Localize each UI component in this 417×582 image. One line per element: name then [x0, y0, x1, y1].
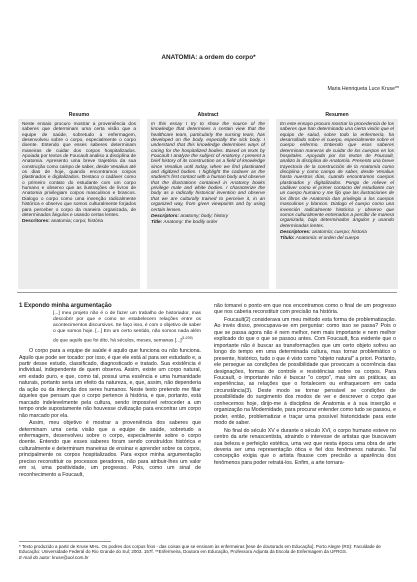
abstract-title: Anatomy: the bodily order	[163, 220, 218, 226]
abstract-keywords-line	[151, 214, 265, 219]
abstract-keywords: anatomy; body; history	[180, 213, 229, 219]
footnote-email: E-mail do autor: kruse@uol.com.br	[19, 554, 89, 560]
section-heading: 1 Expondo minha argumentação	[19, 303, 112, 309]
body-paragraph: No final do século XV e durante o século XVI, o corpo humano esteve no centro da arte renascentista, atraindo o interesse de artistas que buscavam sua beleza e perfeição estética, uma vez que nesta época uma obra de arte deveria ser uma representação ótica e fiel dos fenômenos naturais. Tal concepção exigia que o artista fixasse com precisão a aparência dos fenômenos para poder retratá-los. Enfim, a arte tornara-	[214, 427, 396, 466]
abstract-title-label: Title:	[151, 220, 163, 226]
body-paragraph: Assim, meu objetivo é mostrar a proveniência dos saberes que determinam uma certa visão que a equipe de saúde, sobretudo a enfermagem, desenvolveu sobre o corpo, especialmente sobre o corpo doente. Entendo que esses saberes foram sendo construídos histórica e culturalmente e determinam maneiras de ensinar e aprender sobre os corpos, principalmente os corpos hospitalizados. Para expor minha argumentação preciso reconstituir os processos geradores, não para atribuir-lhes um valor em si, uma positividade, um progresso. Pois, como um sinal de reconhecimento a Foucault,	[19, 420, 201, 478]
body-paragraph: O corpo para a equipe de saúde é aquilo que funciona ou não funciona. Aquilo que pode ser tocado: por isso, é que ele está aí para ser estudado e, a partir desse estudo, classificado, diagnosticado e tratado. Sua existência é individual, independente de quem observa. Assim, existe um corpo natural, em estado puro, e que, como tal, possui uma essência e uma humanidade naturais, portanto seria um efeito da natureza, e, que, assim, não dependeria da ação ou da intenção dos seres humanos. Neste texto pretendo me filiar àqueles que pensam que o corpo pertence à história, e que, portanto, está marcado indelevelmente pela cultura, sendo impossível retroceder a um tempo onde supostamente não houvesse civilização para encontrar um corpo não marcado por ela.	[19, 348, 201, 419]
resumo-text: Neste ensaio procuro mostrar a proveniência dos saberes que determinam uma certa visão que a equipe de saúde, sobretudo a enfermagem, desenvolveu sobre o corpo, especialmente o corpo doente. Entendo que esses saberes determinam maneiras de cuidar dos corpos hospitalizados. Apoiada por textos de Foucault analiso a disciplina de Anatomia. Apresento uma breve trajetória da sua construção como campo de saber, desde Vesalius até os dias de hoje, quando encontramos corpos plastinados e digitalizados. Destaco o cadáver como o primeiro contato do estudante com um corpo humano e observo que as ilustrações de livros de Anatomia privilegiam corpos masculinos e brancos. Dialogo o corpo como uma invenção radicalmente histórica e observo que somos culturalmente forjados para perceber o corpo da maneira organizada, de determinados ângulos e usando certas lentes.	[22, 122, 136, 218]
resumo-heading: Resumo	[68, 112, 90, 118]
resumen-keywords: anatomía; cuerpo; historia	[311, 229, 367, 235]
resumen-title: Anatomía: el orden del cuerpo	[295, 236, 360, 242]
epigraph-quote	[53, 311, 201, 345]
article-title: ANATOMIA: a ordem do corpo*	[161, 54, 256, 61]
resumen-column	[276, 112, 398, 289]
resumen-title-line	[280, 236, 394, 241]
section-divider	[17, 292, 397, 293]
resumen-keywords-line	[280, 230, 394, 235]
footnote	[19, 544, 399, 560]
resumen-title-label: Título:	[280, 236, 295, 242]
resumo-keywords-line	[22, 219, 136, 224]
body-paragraph: Foucault(2) considerava um meu método esta forma de problematização. Ao invés disso, preocupava-se em perguntar: como isso se passa? Pois o que se passa agora não é nem melhor, nem mais importante e nem melhor explicado do que o que se passou antes. Com Foucault, fica evidente que o importante não é buscar as transformações que um certo objeto sofreu ao longo do tempo em uma determinada cultura, mas tornar problemático o presente, histórico, tudo o que é visto como "objeto natural" a priori. Portanto, ele persegue as condições de possibilidade que provocam a ocorrência das designações, formas de controle e resistências sobre os corpos. Para Foucault, o importante não é buscar "o corpo", mas sim as práticas, as experiências, as relações que o fortalecem ou enfraquecem em cada circunstância(3). Deste modo se tornar pensável se condições de possibilidade do surgimento dos modos de ver e descrever o corpo que conhecemos hoje, dirijo-me à disciplina de Anatomia e à sua inserção e organização na Modernidade, para procurar entender como tudo se passou, e poder, então, problematizar e traçar uma possível historicidade para este modo de saber.	[214, 316, 396, 427]
epigraph-ref: (1:239)	[181, 336, 193, 341]
body-right-column	[214, 303, 396, 467]
abstract-box	[147, 119, 269, 289]
resumen-heading: Resumen	[325, 112, 349, 118]
body-paragraph: não tomarei o ponto em que nos encontramos como o final de um progresso que nos caberia reconstituir com precisão na história.	[214, 303, 396, 316]
resumo-column	[18, 112, 140, 289]
epigraph-text: [...] meu projeto não é o de fazer um trabalho de historiador, mas descobrir por que e como se estabelecem relações entre os acontecimentos discursivos. Se faço isso, é com o objetivo de saber o que somos hoje. [...] Em um certo sentido, não somos nada além do que aquilo que foi dito, há séculos, meses, semanas [...]	[53, 311, 201, 345]
resumen-keywords-label: Descriptores:	[280, 229, 311, 235]
abstract-keywords-label: Descriptors:	[151, 213, 179, 219]
footnote-rule	[19, 541, 111, 542]
abstract-title-line	[151, 220, 265, 225]
body-left-column	[19, 303, 201, 479]
article-author: Maria Henriqueta Luce Kruse**	[327, 86, 399, 92]
resumo-keywords-label: Descritores:	[22, 219, 50, 225]
abstract-heading: Abstract	[197, 112, 219, 118]
resumen-text: En este ensayo procuro mostrar la procedencia de los saberes que han determinado una cierta visión que el equipo de salud, sobre todo la enfermería, ha desarrollado sobre el cuerpo, especialmente sobre el cuerpo enfermo. Entiendo que esos saberes determinan maneras de cuidar de los cuerpos en los hospitales. Apoyada por los textos de Foucault, analizo la disciplina de Anatomía. Presento una breve trayectoria de la construcción de la Anatomía como disciplina y como campo de saber, desde Vesalius hasta nuestros días, cuando encontramos cuerpos plastinados y digitalizados. Pongo de relieve el cadáver como el primer contacto del estudiante con un cuerpo humano y me fijo que las ilustraciones de los libros de Anatomía dan privilegio a los cuerpos masculinos y blancos. Dialogo el cuerpo como una invención radicalmente histórica y observo que somos culturalmente entrenados a percibir de manera organizada, bajo determinados ángulos y usando determinadas lentes.	[280, 122, 394, 229]
abstract-column	[147, 112, 269, 289]
abstract-text: In this essay I try to show the source of the knowledge that determines a certain view that the healthcare team, particularly the nursing team, has developed on the body, especially the sick body. I understand that this knowledge determines ways of caring for the hospitalized bodies. Based on texts by Foucault I analyze the subject of Anatomy. I present a brief history of its construction as a field of knowledge since Vesalius until today, when we find plastinated and digitized bodies. I highlight the cadaver as the student's first contact with a human body and observe that the illustrations contained in Anatomy books privilege male and white bodies. I characterize the body as a radically historical invention and observe that we are culturally trained to perceive it, in an organized way, from given viewpoints and by using certain lenses.	[151, 122, 265, 213]
footnote-text: * Texto produzido a partir de Kruse MHL. Os podres dos corpos frios - das coisas que se ensinam às enfermeiras [tese de doutorado em Educação]. Porto Alegre (RS): Faculdade de Educação: Universidade Federal do Rio Grande do Sul; 2003. 157f. **Enfermeira, Doutora em Educação, Professora Adjunta da Escola de Enfermagem da UFRGS.	[19, 544, 381, 555]
resumo-keywords: anatomia; corpo; história	[51, 219, 104, 225]
resumo-box	[18, 119, 140, 289]
resumen-box	[276, 119, 398, 289]
